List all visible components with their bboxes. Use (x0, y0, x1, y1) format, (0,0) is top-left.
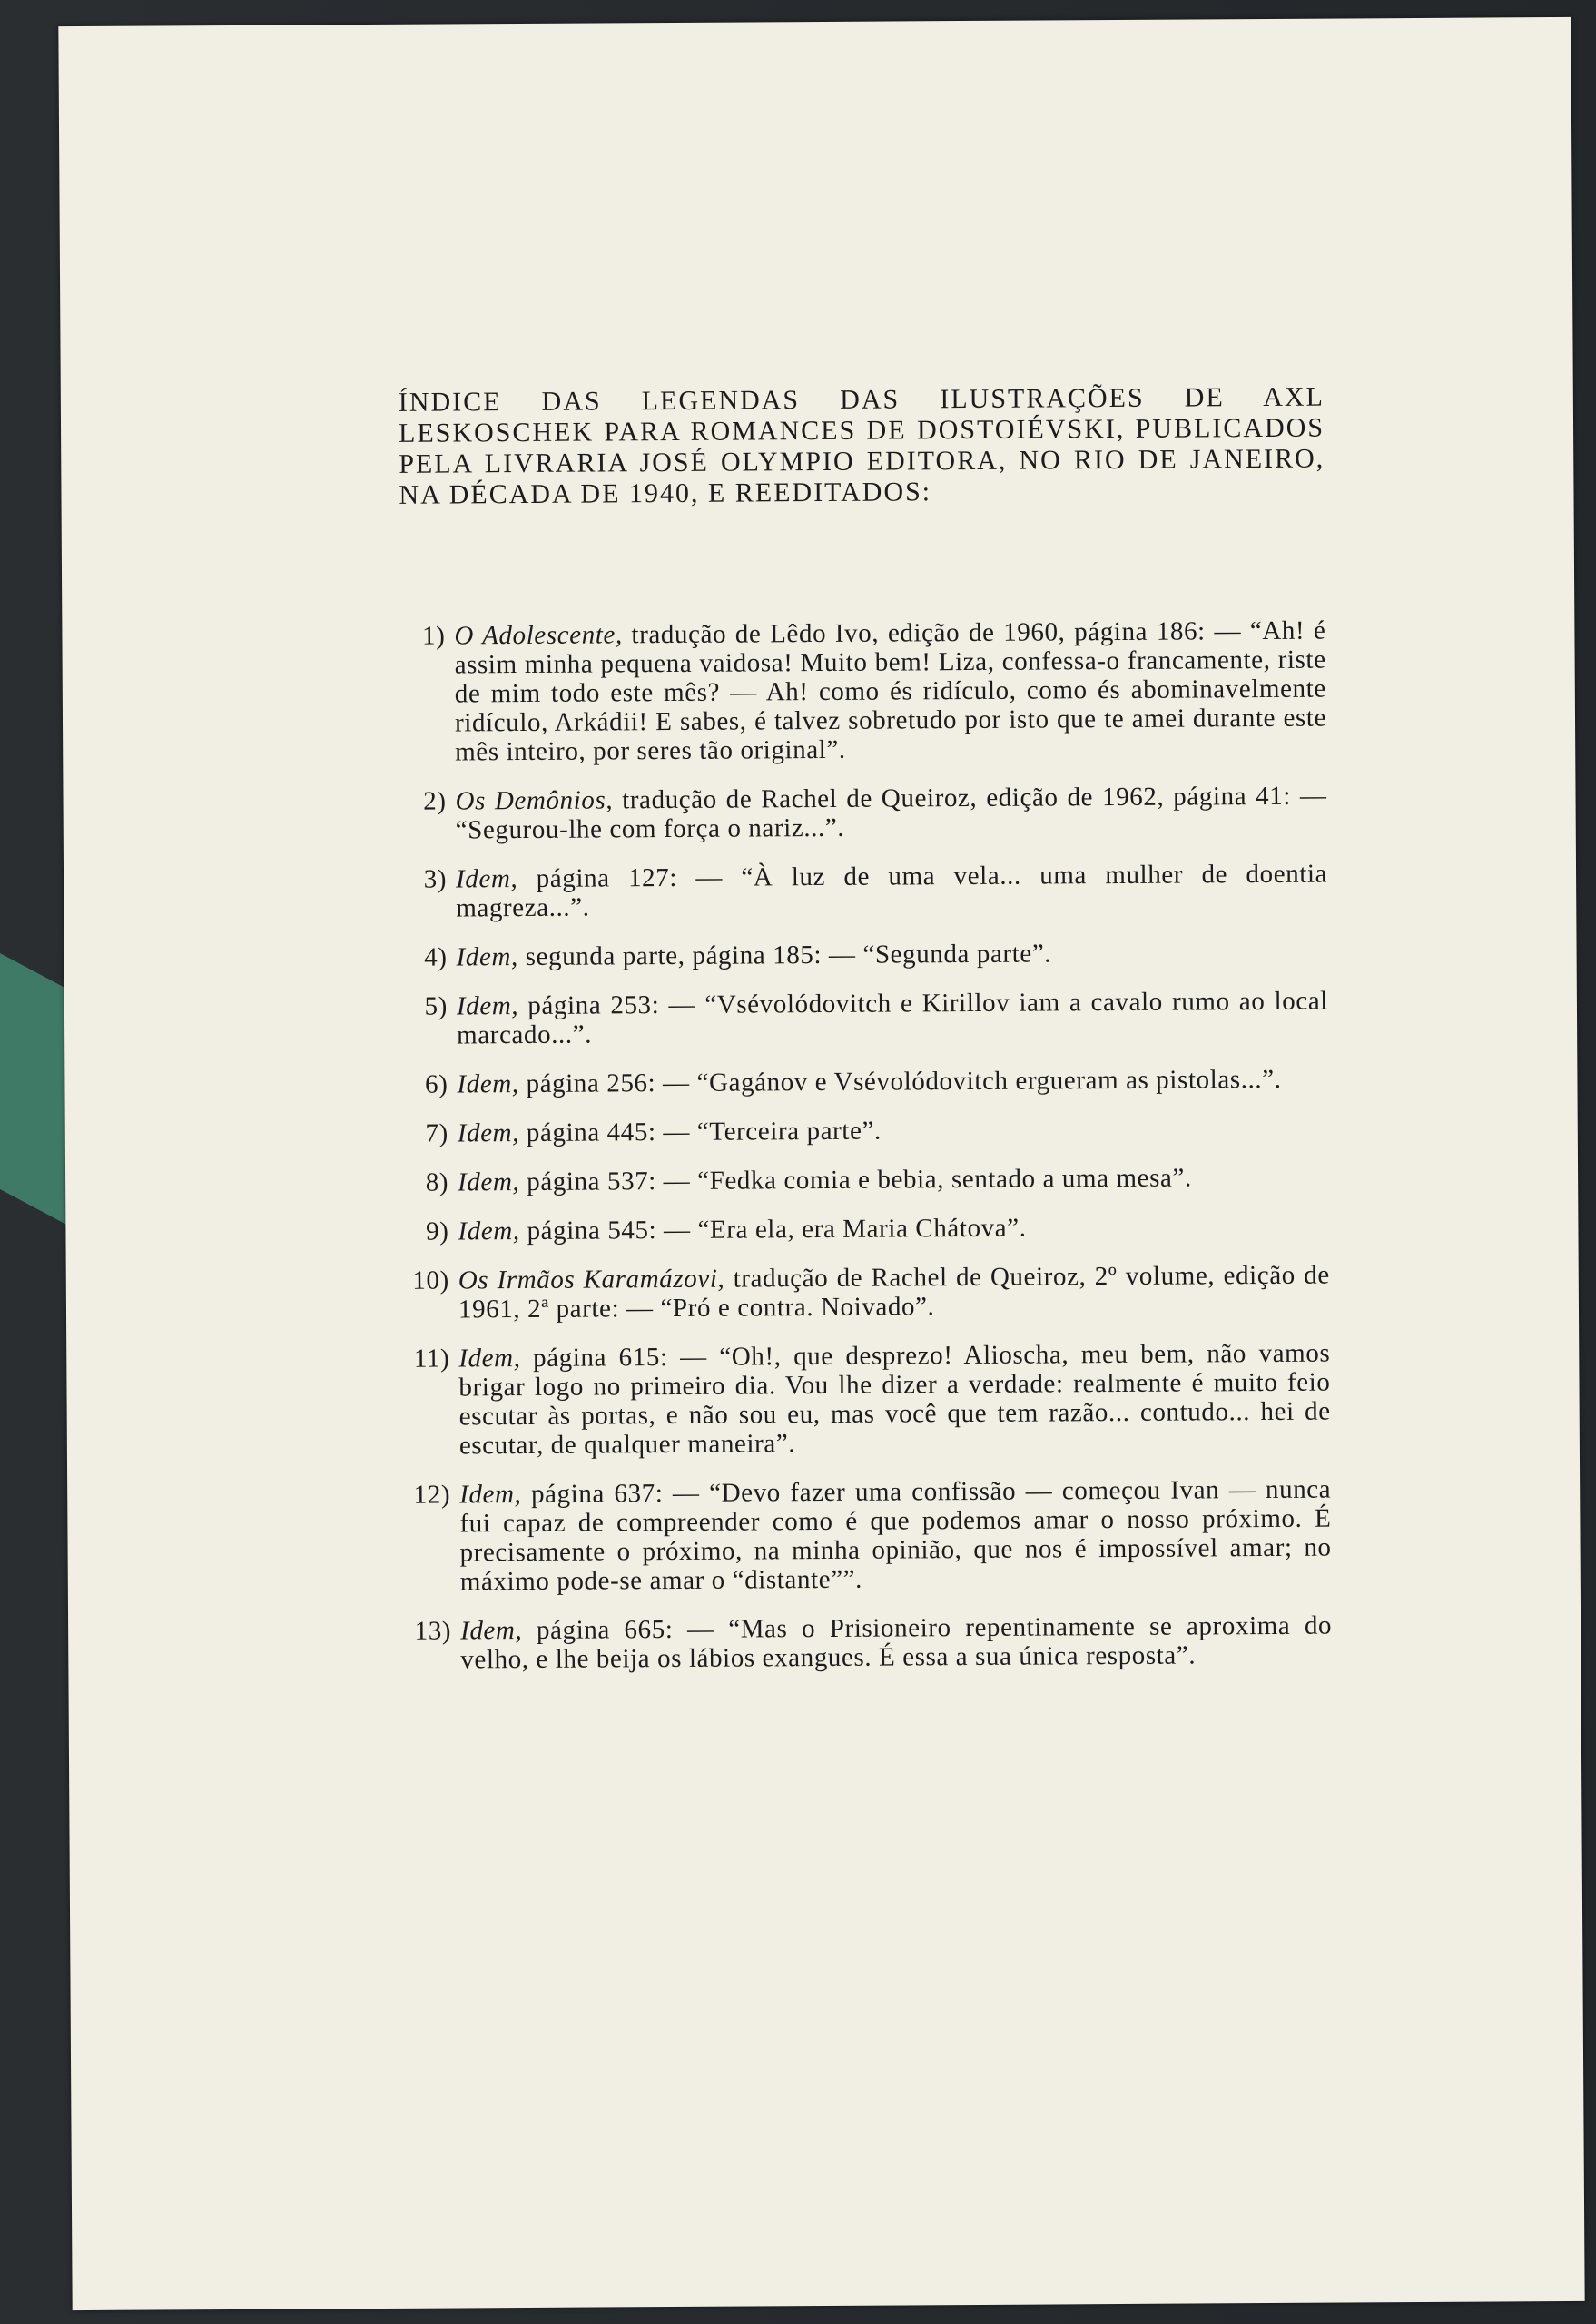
item-text: tradução de Lêdo Ivo, edição de 1960, página 186: — “Ah! é assim minha pequena vaidosa! Muito bem! Liza, confessa-o francamente, riste de mim todo este mês? — Ah! como és ridículo, como és abominavelmente ridículo, Arkádii! E sabes, é talvez sobretudo por isto que te amei durante este mês inteiro, por seres tão original”. (454, 615, 1327, 767)
list-item (402, 938, 1328, 972)
item-number: 4) (424, 942, 448, 972)
item-number: 1) (421, 621, 446, 651)
item-number: 12) (413, 1480, 451, 1510)
page-content (399, 382, 1333, 1695)
item-number: 5) (424, 991, 448, 1021)
book-title: Idem, (455, 864, 518, 894)
item-text: página 445: — “Terceira parte”. (518, 1116, 882, 1148)
book-title: Idem, (460, 1616, 523, 1646)
list-item (406, 1611, 1332, 1675)
item-text: página 545: — “Era ela, era Maria Chátova”. (519, 1213, 1027, 1246)
item-number: 9) (425, 1216, 449, 1246)
caption-list (399, 616, 1332, 1675)
book-title: Os Irmãos Karamázovi, (458, 1264, 725, 1295)
item-number: 7) (425, 1118, 448, 1148)
item-number: 11) (413, 1344, 450, 1374)
item-text: página 127: — “À luz de uma vela... uma mulher de doentia magreza...”. (456, 859, 1328, 923)
book-title: Idem, (457, 1118, 520, 1148)
item-text: página 615: — “Oh!, que desprezo! Alioscha, meu bem, não vamos brigar logo no primeiro dia. Vou lhe dizer a verdade: realmente é muito feio escutar às portas, e não sou eu, mas você que tem razão... contudo... hei de escutar, de qualquer maneira”. (458, 1338, 1331, 1461)
list-item (402, 1065, 1328, 1099)
list-item (404, 1339, 1331, 1461)
list-item (399, 616, 1326, 767)
list-item (400, 782, 1326, 845)
paper-sheet (58, 17, 1584, 2310)
list-item (403, 1212, 1329, 1246)
item-number: 10) (412, 1265, 449, 1295)
item-text: tradução de Rachel de Queiroz, 2º volume, edição de 1961, 2ª parte: — “Pró e contra. Noivado”. (458, 1260, 1330, 1324)
item-number: 3) (423, 864, 448, 894)
book-title: Idem, (456, 991, 519, 1021)
list-item (404, 1261, 1330, 1324)
book-title: O Adolescente, (454, 620, 623, 651)
list-item (403, 1114, 1329, 1148)
list-item (401, 860, 1327, 923)
item-text: página 537: — “Fedka comia e bebia, sentado a uma mesa”. (519, 1163, 1192, 1197)
item-number: 6) (425, 1069, 448, 1099)
book-title: Os Demônios, (455, 785, 614, 816)
item-number: 2) (423, 786, 447, 816)
list-item (403, 1163, 1329, 1197)
book-title: Idem, (458, 1167, 520, 1197)
item-number: 8) (425, 1167, 449, 1197)
page-heading: ÍNDICE DAS LEGENDAS DAS ILUSTRAÇÕES DE AXL LESKOSCHEK PARA ROMANCES DE DOSTOIÉVSKI, PUBLICADOS PELA LIVRARIA JOSÉ OLYMPIO EDITORA, NO RIO DE JANEIRO, NA DÉCADA DE 1940, E REEDITADOS: (398, 381, 1325, 510)
list-item (405, 1475, 1332, 1597)
book-title: Idem, (458, 1344, 521, 1374)
item-text: página 253: — “Vsévolódovitch e Kirillov iam a cavalo rumo ao local marcado...”. (457, 986, 1329, 1050)
book-title: Idem, (456, 942, 518, 972)
item-text: tradução de Rachel de Queiroz, edição de 1962, página 41: — “Segurou-lhe com força o nariz...”. (455, 781, 1327, 845)
book-title: Idem, (459, 1480, 522, 1510)
item-text: página 637: — “Devo fazer uma confissão — começou Ivan — nunca fui capaz de compreender como é que podemos amar o nosso próximo. É precisamente o próximo, na minha opinião, que nos é impossível amar; no máximo pode-se amar o “distante””. (459, 1474, 1332, 1597)
book-title: Idem, (458, 1216, 520, 1246)
item-number: 13) (414, 1616, 452, 1646)
list-item (402, 987, 1328, 1050)
book-title: Idem, (457, 1069, 519, 1099)
item-text: página 256: — “Gagánov e Vsévolódovitch ergueram as pistolas...”. (518, 1064, 1282, 1099)
item-text: página 665: — “Mas o Prisioneiro repentinamente se aproxima do velho, e lhe beija os lábios exangues. É essa a sua única resposta”. (460, 1610, 1333, 1675)
item-text: segunda parte, página 185: — “Segunda parte”. (517, 939, 1052, 972)
